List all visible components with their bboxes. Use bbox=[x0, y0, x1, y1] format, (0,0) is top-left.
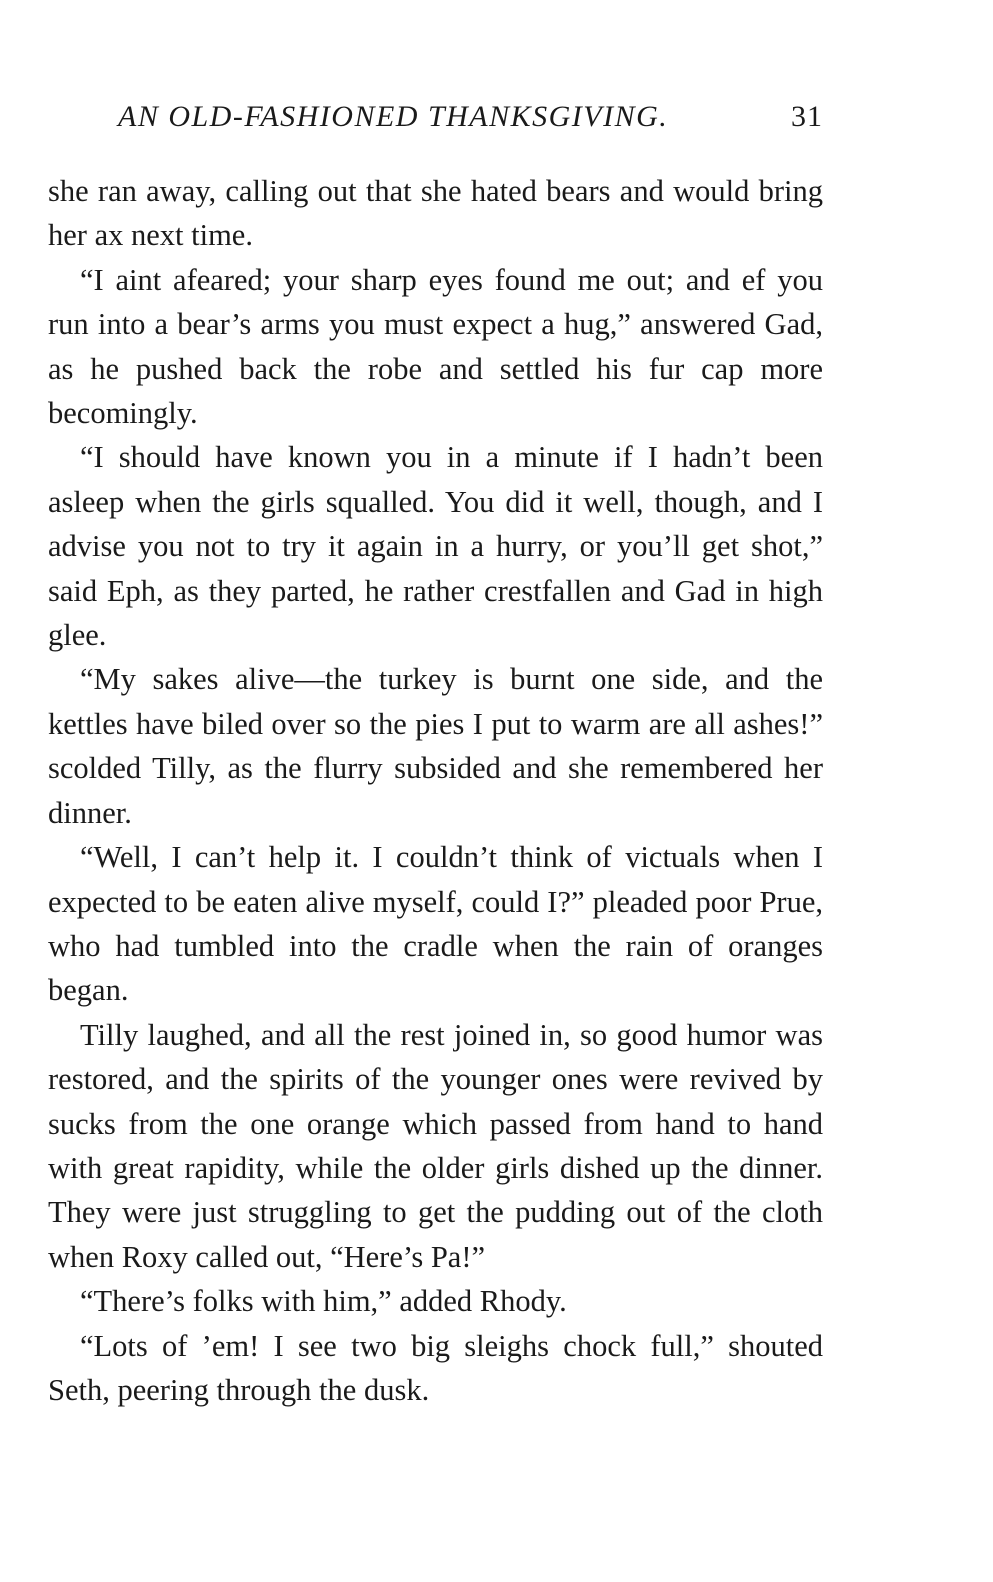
page-number: 31 bbox=[791, 100, 823, 133]
paragraph: “Lots of ’em! I see two big sleighs chock full,” shouted Seth, peering through the dusk. bbox=[48, 1328, 823, 1407]
running-head bbox=[48, 92, 823, 142]
paragraph: “My sakes alive—the turkey is burnt one side, and the kettles have biled over so the pies I put to warm are all ashes!” scolded Tilly, as the flurry subsided and she remembered her dinner. bbox=[48, 662, 823, 830]
paragraph: “There’s folks with him,” added Rhody. bbox=[80, 1284, 567, 1319]
running-title: AN OLD-FASHIONED THANKSGIVING. bbox=[118, 100, 669, 133]
body-text bbox=[48, 169, 823, 1412]
paragraph: “I aint afeared; your sharp eyes found me out; and ef you run into a bear’s arms you must expect a hug,” answered Gad, as he pushed back the robe and settled his fur cap more becomingly. bbox=[48, 262, 823, 431]
paragraph: “I should have known you in a minute if I hadn’t been asleep when the girls squalled. You did it well, though, and I advise you not to try it again in a hurry, or you’ll get shot,” said Eph, as they parted, he rather crestfallen and Gad in high glee. bbox=[48, 440, 823, 653]
paragraph: she ran away, calling out that she hated bears and would bring her ax next time. bbox=[48, 174, 823, 253]
paragraph: Tilly laughed, and all the rest joined in, so good humor was restored, and the spirits of the younger ones were revived by sucks from the one orange which passed from hand to hand with great rapidity, while the older girls dished up the dinner. They were just struggling to get the pudding out of the cloth when Roxy called out, “Here’s Pa!” bbox=[48, 1017, 823, 1274]
paragraph: “Well, I can’t help it. I couldn’t think of victuals when I expected to be eaten alive myself, could I?” pleaded poor Prue, who had tumbled into the cradle when the rain of oranges began. bbox=[48, 840, 823, 1008]
book-page bbox=[48, 92, 823, 1412]
